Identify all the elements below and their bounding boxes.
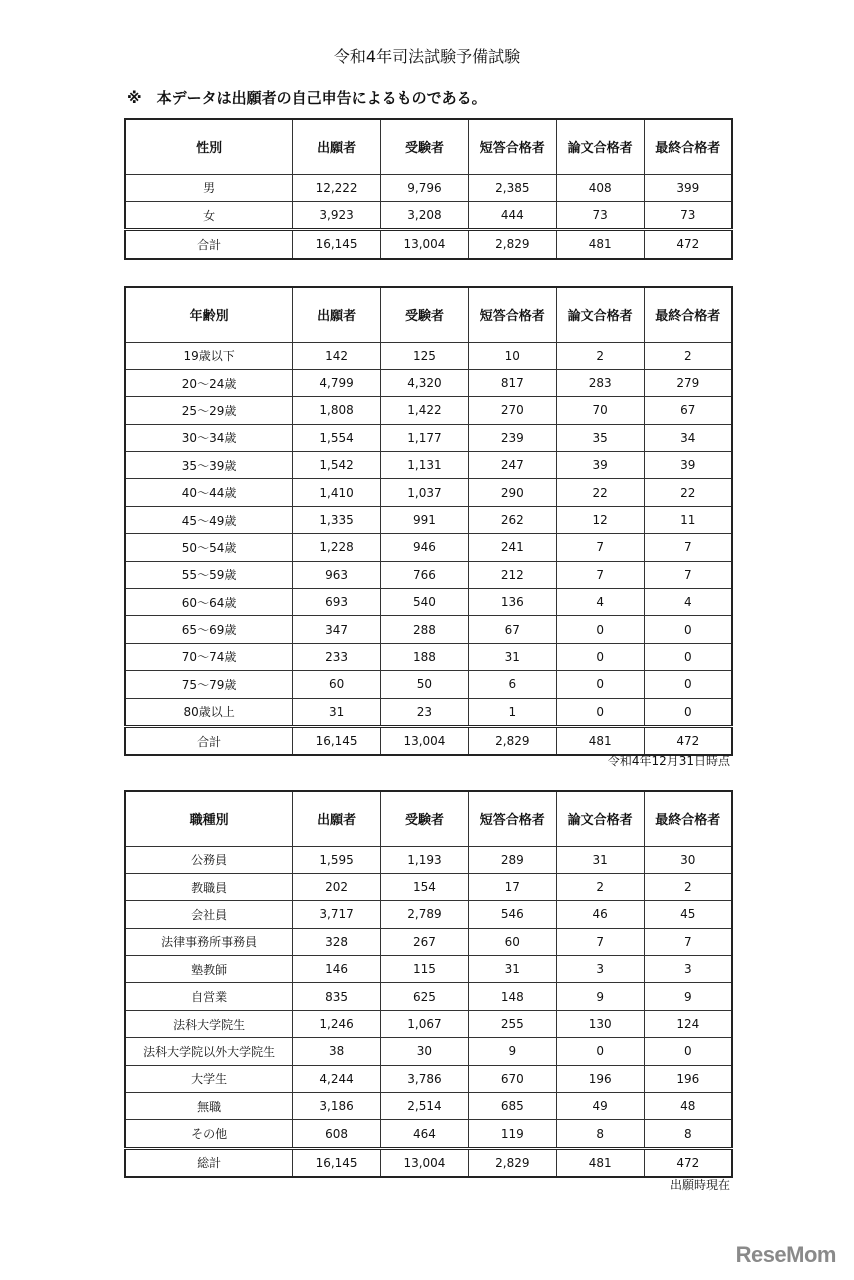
table-cell: 1,067 bbox=[381, 1010, 469, 1037]
table-cell: 3,186 bbox=[293, 1093, 381, 1120]
table-row bbox=[125, 928, 732, 955]
table-cell: 347 bbox=[293, 616, 381, 643]
table-row bbox=[125, 983, 732, 1010]
table-cell: 31 bbox=[468, 643, 556, 670]
table-cell: 31 bbox=[293, 698, 381, 726]
table-cell: 3 bbox=[644, 956, 732, 983]
table-cell: 7 bbox=[556, 928, 644, 955]
table-cell: 12,222 bbox=[293, 174, 381, 201]
total-label: 合計 bbox=[125, 726, 293, 755]
row-label: 自営業 bbox=[125, 983, 293, 1010]
column-header: 最終合格者 bbox=[644, 119, 732, 174]
table-cell: 283 bbox=[556, 369, 644, 396]
age-table bbox=[124, 286, 733, 756]
table-cell: 35 bbox=[556, 424, 644, 451]
table-cell: 0 bbox=[644, 698, 732, 726]
table-cell: 38 bbox=[293, 1038, 381, 1065]
table-cell: 1,177 bbox=[381, 424, 469, 451]
table-cell: 1,228 bbox=[293, 534, 381, 561]
total-cell: 13,004 bbox=[381, 230, 469, 259]
table-cell: 693 bbox=[293, 589, 381, 616]
table-cell: 289 bbox=[468, 846, 556, 873]
column-header: 論文合格者 bbox=[556, 119, 644, 174]
table-cell: 2 bbox=[644, 342, 732, 369]
total-cell: 2,829 bbox=[468, 1148, 556, 1177]
table-cell: 290 bbox=[468, 479, 556, 506]
table-cell: 0 bbox=[644, 616, 732, 643]
column-header: 受験者 bbox=[381, 119, 469, 174]
table-cell: 12 bbox=[556, 506, 644, 533]
table-cell: 188 bbox=[381, 643, 469, 670]
table-cell: 685 bbox=[468, 1093, 556, 1120]
table-cell: 0 bbox=[644, 643, 732, 670]
table-cell: 4,320 bbox=[381, 369, 469, 396]
table-cell: 48 bbox=[644, 1093, 732, 1120]
total-cell: 13,004 bbox=[381, 726, 469, 755]
row-label: 塾教師 bbox=[125, 956, 293, 983]
page-title: 令和4年司法試験予備試験 bbox=[333, 47, 521, 66]
resemom-logo: ReseMom bbox=[735, 1242, 836, 1267]
total-cell: 13,004 bbox=[381, 1148, 469, 1177]
row-label: 法科大学院以外大学院生 bbox=[125, 1038, 293, 1065]
column-header: 短答合格者 bbox=[468, 791, 556, 846]
table-row bbox=[125, 506, 732, 533]
table-row bbox=[125, 479, 732, 506]
table-cell: 817 bbox=[468, 369, 556, 396]
table-cell: 3 bbox=[556, 956, 644, 983]
column-header: 受験者 bbox=[381, 791, 469, 846]
total-cell: 481 bbox=[556, 726, 644, 755]
table-cell: 196 bbox=[556, 1065, 644, 1092]
table-cell: 196 bbox=[644, 1065, 732, 1092]
table-cell: 546 bbox=[468, 901, 556, 928]
table-row bbox=[125, 671, 732, 698]
table-row bbox=[125, 452, 732, 479]
row-label: 50～54歳 bbox=[125, 534, 293, 561]
row-label: 55～59歳 bbox=[125, 561, 293, 588]
table-cell: 7 bbox=[556, 534, 644, 561]
table-cell: 46 bbox=[556, 901, 644, 928]
total-cell: 481 bbox=[556, 1148, 644, 1177]
row-label: 60～64歳 bbox=[125, 589, 293, 616]
row-category-header: 性別 bbox=[125, 119, 293, 174]
table-cell: 70 bbox=[556, 397, 644, 424]
table-cell: 60 bbox=[293, 671, 381, 698]
table-cell: 8 bbox=[644, 1120, 732, 1148]
table-cell: 262 bbox=[468, 506, 556, 533]
table-cell: 1,422 bbox=[381, 397, 469, 424]
row-label: 70～74歳 bbox=[125, 643, 293, 670]
table-cell: 0 bbox=[644, 1038, 732, 1065]
table-cell: 9 bbox=[556, 983, 644, 1010]
table-row bbox=[125, 1120, 732, 1148]
table-cell: 408 bbox=[556, 174, 644, 201]
row-label: 無職 bbox=[125, 1093, 293, 1120]
table-cell: 0 bbox=[556, 698, 644, 726]
total-cell: 16,145 bbox=[293, 1148, 381, 1177]
table-cell: 0 bbox=[556, 671, 644, 698]
table-cell: 136 bbox=[468, 589, 556, 616]
row-label: 法律事務所事務員 bbox=[125, 928, 293, 955]
table-cell: 4,799 bbox=[293, 369, 381, 396]
table-cell: 946 bbox=[381, 534, 469, 561]
table-cell: 22 bbox=[556, 479, 644, 506]
table-cell: 142 bbox=[293, 342, 381, 369]
gender-table bbox=[124, 118, 733, 260]
table-cell: 270 bbox=[468, 397, 556, 424]
table-cell: 6 bbox=[468, 671, 556, 698]
table-cell: 1,410 bbox=[293, 479, 381, 506]
table-row bbox=[125, 873, 732, 900]
table-cell: 22 bbox=[644, 479, 732, 506]
total-row bbox=[125, 230, 732, 259]
table-cell: 2 bbox=[556, 873, 644, 900]
row-label: 35～39歳 bbox=[125, 452, 293, 479]
row-label: 大学生 bbox=[125, 1065, 293, 1092]
table-cell: 241 bbox=[468, 534, 556, 561]
table-cell: 399 bbox=[644, 174, 732, 201]
column-header: 出願者 bbox=[293, 119, 381, 174]
table-cell: 3,208 bbox=[381, 201, 469, 229]
total-cell: 2,829 bbox=[468, 230, 556, 259]
table-cell: 328 bbox=[293, 928, 381, 955]
table-cell: 267 bbox=[381, 928, 469, 955]
table-cell: 7 bbox=[644, 561, 732, 588]
table-cell: 963 bbox=[293, 561, 381, 588]
column-header: 受験者 bbox=[381, 287, 469, 342]
table-cell: 4 bbox=[556, 589, 644, 616]
table-cell: 766 bbox=[381, 561, 469, 588]
table-cell: 31 bbox=[468, 956, 556, 983]
table-cell: 464 bbox=[381, 1120, 469, 1148]
table-cell: 10 bbox=[468, 342, 556, 369]
table-cell: 67 bbox=[468, 616, 556, 643]
data-note: ※ 本データは出願者の自己申告によるものである。 bbox=[127, 89, 487, 107]
table-cell: 1,554 bbox=[293, 424, 381, 451]
row-category-header: 年齢別 bbox=[125, 287, 293, 342]
table-cell: 45 bbox=[644, 901, 732, 928]
table-row bbox=[125, 901, 732, 928]
table-cell: 7 bbox=[644, 928, 732, 955]
table-row bbox=[125, 1038, 732, 1065]
table-cell: 50 bbox=[381, 671, 469, 698]
table-row bbox=[125, 342, 732, 369]
table-cell: 130 bbox=[556, 1010, 644, 1037]
table-header-row bbox=[125, 791, 732, 846]
table-cell: 608 bbox=[293, 1120, 381, 1148]
row-label: 女 bbox=[125, 201, 293, 229]
table-cell: 2,514 bbox=[381, 1093, 469, 1120]
table-cell: 233 bbox=[293, 643, 381, 670]
table-cell: 2 bbox=[556, 342, 644, 369]
table-cell: 73 bbox=[644, 201, 732, 229]
table-cell: 1 bbox=[468, 698, 556, 726]
row-label: 公務員 bbox=[125, 846, 293, 873]
table-cell: 34 bbox=[644, 424, 732, 451]
column-header: 論文合格者 bbox=[556, 287, 644, 342]
table-cell: 991 bbox=[381, 506, 469, 533]
table-cell: 2 bbox=[644, 873, 732, 900]
age-table-as-of: 令和4年12月31日時点 bbox=[607, 754, 730, 768]
table-cell: 0 bbox=[644, 671, 732, 698]
row-label: 30～34歳 bbox=[125, 424, 293, 451]
table-cell: 239 bbox=[468, 424, 556, 451]
table-cell: 60 bbox=[468, 928, 556, 955]
table-row bbox=[125, 1065, 732, 1092]
total-label: 合計 bbox=[125, 230, 293, 259]
table-row bbox=[125, 561, 732, 588]
total-cell: 16,145 bbox=[293, 230, 381, 259]
table-cell: 73 bbox=[556, 201, 644, 229]
table-cell: 212 bbox=[468, 561, 556, 588]
table-row bbox=[125, 174, 732, 201]
occupation-table bbox=[124, 790, 733, 1178]
table-cell: 3,923 bbox=[293, 201, 381, 229]
table-cell: 1,335 bbox=[293, 506, 381, 533]
table-cell: 288 bbox=[381, 616, 469, 643]
table-cell: 4 bbox=[644, 589, 732, 616]
table-row bbox=[125, 201, 732, 229]
column-header: 論文合格者 bbox=[556, 791, 644, 846]
table-cell: 0 bbox=[556, 616, 644, 643]
table-cell: 146 bbox=[293, 956, 381, 983]
table-cell: 540 bbox=[381, 589, 469, 616]
table-cell: 0 bbox=[556, 1038, 644, 1065]
table-header-row bbox=[125, 287, 732, 342]
table-cell: 1,037 bbox=[381, 479, 469, 506]
table-cell: 3,786 bbox=[381, 1065, 469, 1092]
total-row bbox=[125, 1148, 732, 1177]
table-cell: 9 bbox=[644, 983, 732, 1010]
row-label: 教職員 bbox=[125, 873, 293, 900]
table-cell: 247 bbox=[468, 452, 556, 479]
row-label: 法科大学院生 bbox=[125, 1010, 293, 1037]
table-cell: 3,717 bbox=[293, 901, 381, 928]
table-header-row bbox=[125, 119, 732, 174]
table-cell: 39 bbox=[644, 452, 732, 479]
table-cell: 67 bbox=[644, 397, 732, 424]
table-cell: 125 bbox=[381, 342, 469, 369]
row-label: 65～69歳 bbox=[125, 616, 293, 643]
table-cell: 1,246 bbox=[293, 1010, 381, 1037]
total-cell: 472 bbox=[644, 1148, 732, 1177]
table-cell: 8 bbox=[556, 1120, 644, 1148]
row-label: 会社員 bbox=[125, 901, 293, 928]
table-row bbox=[125, 397, 732, 424]
column-header: 短答合格者 bbox=[468, 119, 556, 174]
table-cell: 119 bbox=[468, 1120, 556, 1148]
table-cell: 625 bbox=[381, 983, 469, 1010]
table-cell: 1,542 bbox=[293, 452, 381, 479]
table-cell: 0 bbox=[556, 643, 644, 670]
total-cell: 16,145 bbox=[293, 726, 381, 755]
table-cell: 670 bbox=[468, 1065, 556, 1092]
table-row bbox=[125, 1093, 732, 1120]
row-label: 45～49歳 bbox=[125, 506, 293, 533]
table-cell: 835 bbox=[293, 983, 381, 1010]
column-header: 短答合格者 bbox=[468, 287, 556, 342]
total-cell: 472 bbox=[644, 230, 732, 259]
table-cell: 124 bbox=[644, 1010, 732, 1037]
table-cell: 17 bbox=[468, 873, 556, 900]
row-label: 75～79歳 bbox=[125, 671, 293, 698]
table-cell: 1,131 bbox=[381, 452, 469, 479]
row-category-header: 職種別 bbox=[125, 791, 293, 846]
table-cell: 1,193 bbox=[381, 846, 469, 873]
row-label: 19歳以下 bbox=[125, 342, 293, 369]
table-cell: 4,244 bbox=[293, 1065, 381, 1092]
table-cell: 1,808 bbox=[293, 397, 381, 424]
table-row bbox=[125, 956, 732, 983]
row-label: 男 bbox=[125, 174, 293, 201]
table-cell: 9,796 bbox=[381, 174, 469, 201]
row-label: 80歳以上 bbox=[125, 698, 293, 726]
total-cell: 472 bbox=[644, 726, 732, 755]
table-cell: 49 bbox=[556, 1093, 644, 1120]
table-cell: 202 bbox=[293, 873, 381, 900]
occupation-table-as-of: 出願時現在 bbox=[669, 1178, 730, 1192]
table-cell: 115 bbox=[381, 956, 469, 983]
column-header: 出願者 bbox=[293, 287, 381, 342]
table-cell: 2,789 bbox=[381, 901, 469, 928]
total-cell: 481 bbox=[556, 230, 644, 259]
table-cell: 279 bbox=[644, 369, 732, 396]
table-cell: 23 bbox=[381, 698, 469, 726]
column-header: 出願者 bbox=[293, 791, 381, 846]
table-row bbox=[125, 369, 732, 396]
row-label: 40～44歳 bbox=[125, 479, 293, 506]
table-row bbox=[125, 1010, 732, 1037]
total-label: 総計 bbox=[125, 1148, 293, 1177]
table-row bbox=[125, 534, 732, 561]
table-cell: 255 bbox=[468, 1010, 556, 1037]
table-cell: 1,595 bbox=[293, 846, 381, 873]
column-header: 最終合格者 bbox=[644, 287, 732, 342]
table-cell: 154 bbox=[381, 873, 469, 900]
table-row bbox=[125, 643, 732, 670]
total-cell: 2,829 bbox=[468, 726, 556, 755]
table-cell: 39 bbox=[556, 452, 644, 479]
table-row bbox=[125, 846, 732, 873]
table-row bbox=[125, 424, 732, 451]
table-cell: 30 bbox=[381, 1038, 469, 1065]
table-cell: 7 bbox=[644, 534, 732, 561]
table-cell: 30 bbox=[644, 846, 732, 873]
table-cell: 7 bbox=[556, 561, 644, 588]
row-label: その他 bbox=[125, 1120, 293, 1148]
row-label: 20～24歳 bbox=[125, 369, 293, 396]
table-cell: 148 bbox=[468, 983, 556, 1010]
table-cell: 2,385 bbox=[468, 174, 556, 201]
table-cell: 31 bbox=[556, 846, 644, 873]
table-cell: 444 bbox=[468, 201, 556, 229]
table-row bbox=[125, 698, 732, 726]
table-cell: 11 bbox=[644, 506, 732, 533]
table-cell: 9 bbox=[468, 1038, 556, 1065]
table-row bbox=[125, 616, 732, 643]
table-row bbox=[125, 589, 732, 616]
column-header: 最終合格者 bbox=[644, 791, 732, 846]
row-label: 25～29歳 bbox=[125, 397, 293, 424]
